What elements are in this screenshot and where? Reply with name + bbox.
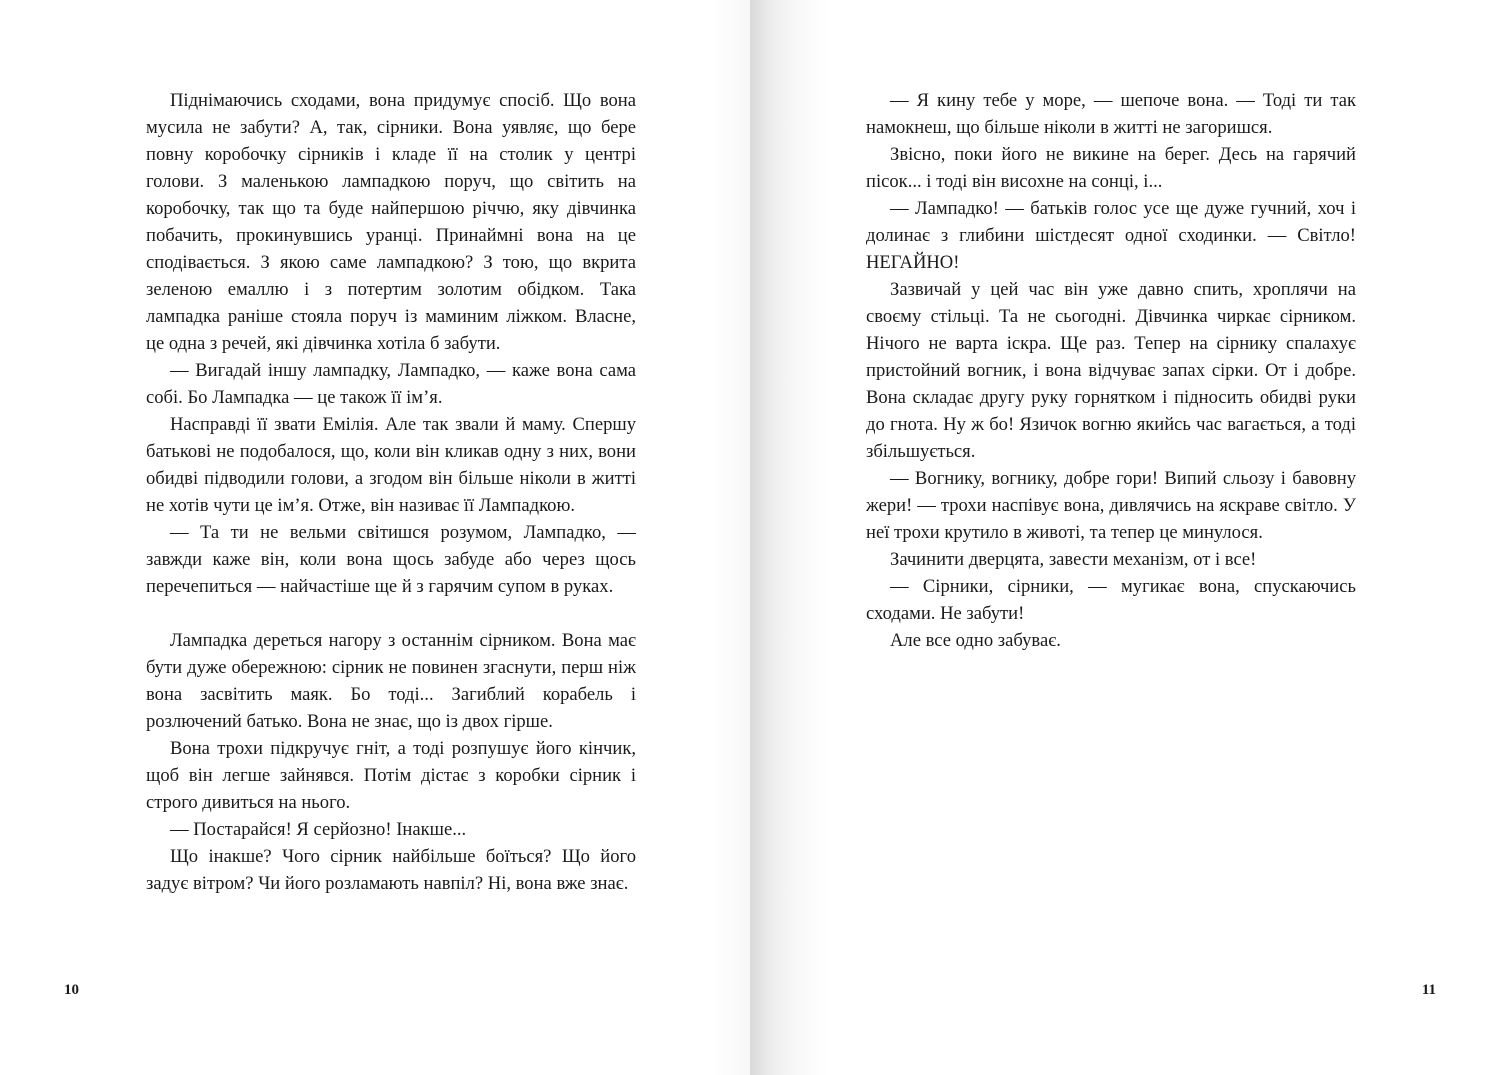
right-page <box>750 0 1500 1075</box>
paragraph: Вона трохи підкручує гніт, а тоді розпушує його кінчик, щоб він легше зайнявся. Потім дістає з коробки сірник і строго дивиться на нього. <box>146 738 636 813</box>
paragraph: — Вогнику, вогнику, добре гори! Випий сльозу і бавовну жери! — трохи наспівує вона, дивлячись на яскраве світло. У неї трохи крутило в животі, та тепер це минулося. <box>866 468 1356 543</box>
paragraph: — Я кину тебе у море, — шепоче вона. — Тоді ти так намокнеш, що більше ніколи в житті не загоришся. <box>866 90 1356 138</box>
page-number: 10 <box>64 982 79 998</box>
paragraph: — Вигадай іншу лампадку, Лампадко, — каже вона сама собі. Бо Лампадка — це також її ім’я. <box>146 360 636 408</box>
paragraph: Зазвичай у цей час він уже давно спить, хроплячи на своєму стільці. Та не сьогодні. Дівчинка чиркає сірником. Нічого не варта іскра. Ще раз. Тепер на сірнику спалахує пристойний вогник, і вона відчуває запах сірки. От і добре. Вона складає другу руку горнятком і підносить обидві руки до гнота. Ну ж бо! Язичок вогню якийсь час вагається, а тоді збільшується. <box>866 279 1356 462</box>
paragraph: Піднімаючись сходами, вона придумує спосіб. Що вона мусила не забути? А, так, сірники. Вона уявляє, що бере повну коробочку сірників і кладе її на столик у центрі голови. З маленькою лампадкою поруч, що світить на коробочку, так що та буде найпершою річчю, яку дівчинка побачить, прокинувшись уранці. Принаймні вона на це сподівається. З якою саме лампадкою? З тою, що вкрита зеленою емаллю і з потертим золотим обідком. Така лампадка раніше стояла поруч із маминим ліжком. Власне, це одна з речей, які дівчинка хотіла б забути. <box>146 90 636 354</box>
paragraph: — Постарайся! Я серйозно! Інакше... <box>170 819 467 840</box>
paragraph: — Сірники, сірники, — мугикає вона, спускаючись сходами. Не забути! <box>866 576 1356 624</box>
page-number: 11 <box>1421 982 1436 998</box>
paragraph: — Та ти не вельми світишся розумом, Лампадко, — завжди каже він, коли вона щось забуде або через щось перечепиться — найчастіше ще й з гарячим супом в руках. <box>146 522 636 597</box>
paragraph: Звісно, поки його не викине на берег. Десь на гарячий пісок... і тоді він висохне на сонці, і... <box>866 144 1356 192</box>
right-page-text <box>866 87 1356 654</box>
paragraph: Лампадка дереться нагору з останнім сірником. Вона має бути дуже обережною: сірник не повинен згаснути, перш ніж вона засвітить маяк. Бо тоді... Загиблий корабель і розлючений батько. Вона не знає, що із двох гірше. <box>146 630 636 732</box>
paragraph: Що інакше? Чого сірник найбільше боїться? Що його задує вітром? Чи його розламають навпіл? Ні, вона вже знає. <box>146 846 636 894</box>
paragraph: — Лампадко! — батьків голос усе ще дуже гучний, хоч і долинає з глибини шістдесят одної сходинки. — Світло! НЕГАЙНО! <box>866 198 1356 273</box>
left-page-text <box>146 87 636 897</box>
paragraph: Насправді її звати Емілія. Але так звали й маму. Спершу батькові не подобалося, що, коли він кликав одну з них, вони обидві підводили голови, а згодом він більше ніколи в житті не хотів чути це ім’я. Отже, він називає її Лампадкою. <box>146 414 636 516</box>
paragraph: Зачинити дверцята, завести механізм, от і все! <box>890 549 1257 570</box>
paragraph: Але все одно забуває. <box>890 630 1061 651</box>
